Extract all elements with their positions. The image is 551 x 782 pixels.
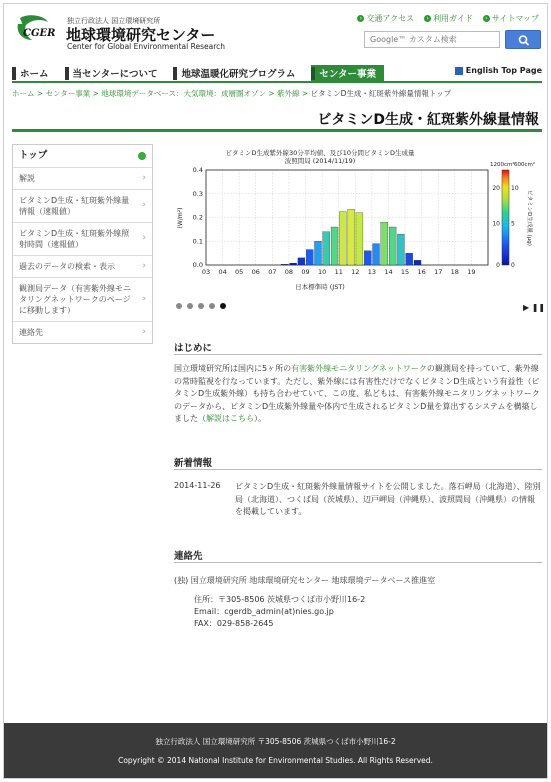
chart-bar <box>323 232 330 265</box>
y-tick-label: 0.4 <box>192 166 203 174</box>
chart-bar <box>414 260 421 265</box>
chart-xlabel: 日本標準時 (JST) <box>295 283 345 291</box>
breadcrumb-home[interactable]: ホーム <box>12 89 35 98</box>
x-tick-label: 12 <box>351 268 360 276</box>
chart-bar <box>381 222 388 265</box>
breadcrumb-database[interactable]: 地球環境データベース：大気環境：成層圏オゾン <box>101 89 266 98</box>
slide-dot[interactable] <box>198 303 204 309</box>
title-divider <box>12 129 542 132</box>
chevron-right-icon: › <box>142 233 146 243</box>
search-button[interactable] <box>505 30 541 49</box>
y-tick-label: 0.0 <box>192 261 203 269</box>
cger-logo[interactable] <box>14 14 60 44</box>
intro-text: 国立環境研究所は国内に5ヶ所の有害紫外線モニタリングネットワークの観測局を持っていて、紫外線の常時監視を行なっています。ただし、紫外線には有害性だけでなくビタミンD生成という有益性（ビタミンD生成紫外線）も持ち合わせていて、この度、私どもは、有害紫外線モニタリングネットワークのデータから、ビタミンD生成紫外線量や体内で生成されるビタミンD量を算出するシステムを構築しました（解説はこちら）。 <box>174 364 540 423</box>
page-frame <box>3 3 548 779</box>
colorbar-inner-tick: 0 <box>511 262 515 269</box>
chart-bar <box>306 250 313 265</box>
news-text: ビタミンD生成・紅斑紫外線量情報サイトを公開しました。落石岬局（北海道）、陸別局（北海道）、つくば局（茨城県）、辺戸岬局（沖縄県）、波照間局（沖縄県）の情報を掲載しています。 <box>235 482 541 516</box>
contact-fax: FAX：029-858-2645 <box>194 619 274 628</box>
colorbar-label: ビタミンD生成量 (μg) <box>526 190 532 246</box>
x-tick-label: 09 <box>301 268 310 276</box>
sidebar-item-contact[interactable]: 連絡先 › <box>19 326 146 337</box>
breadcrumb-uv[interactable]: 紫外線 <box>277 89 300 98</box>
org-name-english: Center for Global Environmental Research <box>67 42 225 51</box>
slide-dot[interactable] <box>209 303 215 309</box>
breadcrumb: ホーム > センター事業 > 地球環境データベース：大気環境：成層圏オゾン > 紫外線 > ビタミンD生成・紅斑紫外線量情報トップ <box>12 89 452 98</box>
chart-bar <box>397 234 404 265</box>
nav-program[interactable]: 地球温暖化研究プログラム <box>173 65 295 81</box>
contact-heading: 連絡先 <box>174 551 203 562</box>
arrow-circle-icon: › <box>357 15 364 22</box>
access-link[interactable]: › 交通アクセス <box>357 13 414 24</box>
sidebar-item-past-data[interactable]: 過去のデータの検索・表示 › <box>13 256 152 278</box>
globe-icon <box>455 67 463 75</box>
x-tick-label: 17 <box>434 268 443 276</box>
chart-bar <box>348 209 355 265</box>
slide-dot[interactable] <box>220 303 226 309</box>
chart-bar <box>281 264 288 265</box>
chevron-right-icon: › <box>142 293 146 304</box>
sidebar-item-explanation[interactable]: 解説 › <box>13 168 152 190</box>
site-footer <box>4 723 547 778</box>
x-tick-label: 08 <box>284 268 294 276</box>
english-top-link[interactable]: English Top Page <box>455 66 542 75</box>
nav-home[interactable]: ホーム <box>12 65 49 81</box>
nav-projects[interactable]: センター事業 <box>311 65 384 81</box>
x-tick-label: 04 <box>218 268 227 276</box>
sidebar-item-station-data[interactable]: 観測局データ（有害紫外線モニタリングネットワークのページに移動します） › <box>13 278 152 322</box>
x-tick-label: 19 <box>467 268 476 276</box>
x-tick-label: 13 <box>367 268 377 276</box>
chart-title: ビタミンD生成紫外線30分平均値、及び10分間ビタミンD生成量 <box>225 149 415 157</box>
org-subtitle: 独立行政法人 国立環境研究所 <box>67 17 161 25</box>
chart-subtitle: 波照間局 (2014/11/19) <box>284 157 356 165</box>
x-tick-label: 03 <box>201 268 211 276</box>
y-tick-label: 0.3 <box>192 189 203 198</box>
colorbar-outer-tick: 10 <box>492 220 500 228</box>
colorbar-inner-tick: 10 <box>511 185 519 192</box>
guide-link[interactable]: › 利用ガイド <box>424 13 473 24</box>
chart-bar <box>339 212 346 265</box>
slide-dot[interactable] <box>176 303 182 309</box>
slide-indicator <box>176 303 226 309</box>
color-bar <box>502 170 509 265</box>
x-tick-label: 05 <box>235 268 244 276</box>
uv-chart <box>172 146 542 296</box>
x-tick-label: 15 <box>400 268 410 276</box>
current-indicator-icon <box>138 152 146 160</box>
footer-copyright: Copyright © 2014 National Institute for Environmental Studies. All Rights Reserved. <box>118 756 433 765</box>
sidebar-item-top[interactable]: トップ <box>13 145 152 168</box>
logo-text: CGER <box>23 28 56 39</box>
x-tick-label: 06 <box>251 268 260 276</box>
search-input[interactable] <box>364 31 500 48</box>
contact-email: Email：cgerdb_admin(at)nies.go.jp <box>194 607 334 616</box>
org-name[interactable]: 地球環境研究センター <box>66 26 216 44</box>
x-tick-label: 16 <box>417 268 426 276</box>
global-nav <box>12 65 542 81</box>
colorbar-outer-tick: 0 <box>496 262 500 269</box>
chart-bar <box>331 227 338 265</box>
intro-heading: はじめに <box>174 343 213 354</box>
pause-icon[interactable]: ❚❚ <box>531 303 546 312</box>
contact-org: (独) 国立環境研究所 地球環境研究センター 地球環境データベース推進室 <box>174 576 436 585</box>
chevron-right-icon: › <box>142 326 146 337</box>
network-link[interactable]: 有害紫外線モニタリングネットワーク <box>291 364 427 373</box>
y-tick-label: 0.2 <box>192 213 203 222</box>
breadcrumb-projects[interactable]: センター事業 <box>45 89 91 98</box>
section-divider <box>174 562 542 563</box>
x-tick-label: 18 <box>450 268 459 276</box>
explanation-link[interactable]: 解説はこちら <box>206 414 254 423</box>
chart-bar <box>406 253 413 265</box>
section-divider <box>174 469 542 470</box>
chart-bar <box>364 251 371 265</box>
utility-links <box>357 13 539 24</box>
chevron-right-icon: › <box>142 260 146 271</box>
chart-bar <box>298 258 305 265</box>
site-header <box>4 4 547 64</box>
play-icon[interactable]: ▶ <box>523 303 530 312</box>
colorbar-outer-top: 600cm² <box>514 162 536 168</box>
chevron-right-icon: › <box>142 200 146 210</box>
chart-bar <box>356 213 363 265</box>
x-tick-label: 11 <box>334 268 343 276</box>
x-tick-label: 10 <box>317 268 327 276</box>
colorbar-inner-top: 1200cm² <box>490 162 515 168</box>
contact-address: 住所：〒305-8506 茨城県つくば市小野川16-2 <box>194 595 366 604</box>
sitemap-link[interactable]: › サイトマップ <box>483 13 539 24</box>
x-tick-label: 14 <box>384 268 393 276</box>
sidebar-item-exposure-time[interactable]: ビタミンD生成・紅斑紫外線照射時間（速報値） › <box>13 223 152 256</box>
colorbar-inner-tick: 5 <box>511 220 515 228</box>
slide-dot[interactable] <box>187 303 193 309</box>
chart-bar <box>373 244 380 265</box>
x-tick-label: 07 <box>268 268 277 276</box>
chart-bar <box>290 263 297 265</box>
arrow-circle-icon: › <box>483 15 490 22</box>
contact-details <box>194 594 365 630</box>
sidebar-item-quick-values[interactable]: ビタミンD生成・紅斑紫外線量情報（速報値） › <box>13 190 152 223</box>
page-title: ビタミンD生成・紅斑紫外線量情報 <box>317 112 539 128</box>
sidebar-menu <box>12 144 153 344</box>
news-heading: 新着情報 <box>174 458 213 469</box>
chart-bar <box>389 227 396 265</box>
slide-controls <box>523 303 545 312</box>
news-date: 2014-11-26 <box>174 481 221 490</box>
chart-bar <box>314 241 321 265</box>
footer-address: 独立行政法人 国立環境研究所 〒305-8506 茨城県つくば市小野川16-2 <box>155 737 396 746</box>
colorbar-outer-tick: 20 <box>492 185 500 192</box>
section-divider <box>174 354 542 355</box>
arrow-circle-icon: › <box>424 15 431 22</box>
chart-ylabel: (W/m²) <box>177 207 184 229</box>
breadcrumb-current: ビタミンD生成・紅斑紫外線量情報トップ <box>310 89 452 98</box>
y-tick-label: 0.1 <box>192 237 203 246</box>
search-icon <box>506 31 542 50</box>
nav-about[interactable]: 当センターについて <box>65 65 158 81</box>
chevron-right-icon: › <box>142 172 146 183</box>
nav-divider <box>12 81 542 83</box>
